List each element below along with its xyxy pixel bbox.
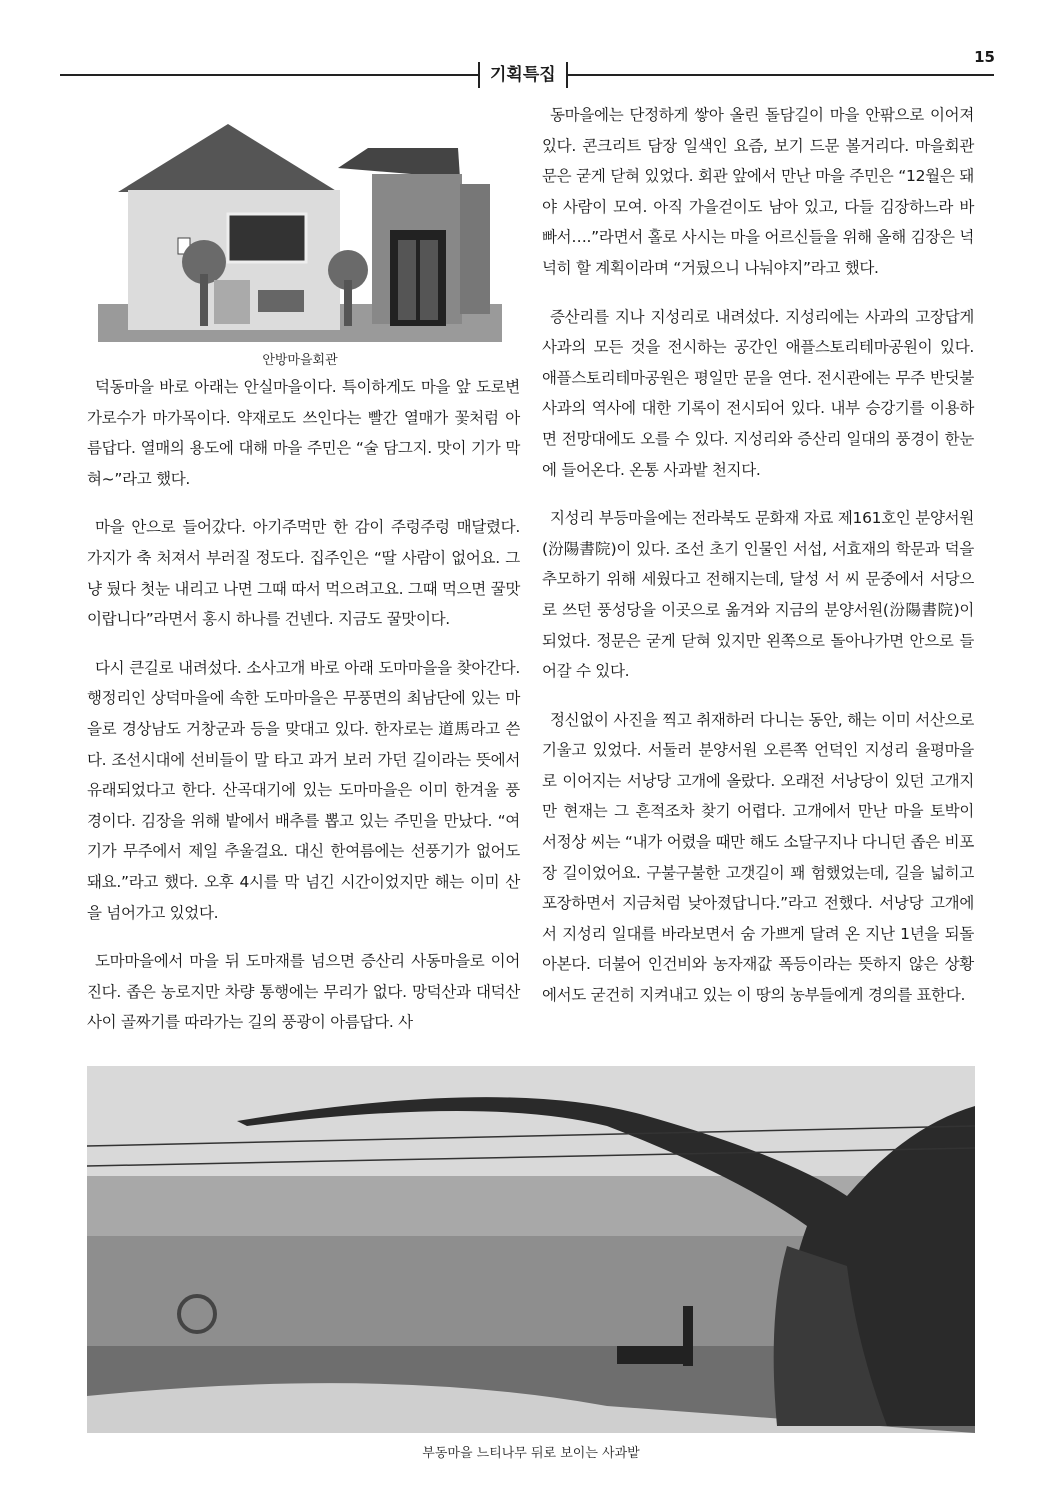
zelkova-orchard-illustration — [87, 1066, 975, 1433]
zelkova-tree-caption: 부동마을 느티나무 뒤로 보이는 사과밭 — [422, 1446, 640, 1461]
village-hall-caption: 안방마을회관 — [262, 353, 338, 368]
paragraph: 증산리를 지나 지성리로 내려섰다. 지성리에는 사과의 고장답게 사과의 모든 것을 전시하는 공간인 애플스토리테마공원이 있다. 애플스토리테마공원은 평일만 문을 연다. 전시관에는 무주 반딧불 사과의 역사에 대한 기록이 전시되어 있다. 내부 승강기를 이용하면 전망대에도 오를 수 있다. 지성리와 증산리 일대의 풍경이 한눈에 들어온다. 온통 사과밭 천지다. — [542, 307, 974, 479]
article-right-column — [542, 100, 974, 1029]
paragraph: 정신없이 사진을 찍고 취재하러 다니는 동안, 해는 이미 서산으로 기울고 있었다. 서둘러 분양서원 오른쪽 언덕인 지성리 율평마을로 이어지는 서낭당 고개에 올랐다. 오래전 서낭당이 있던 고개지만 현재는 그 흔적조차 찾기 어렵다. 고개에서 만난 마을 토박이 서정상 씨는 “내가 어렸을 때만 해도 소달구지나 다니던 좁은 비포장 길이었어요. 구불구불한 고갯길이 꽤 험했었는데, 길을 넓히고 포장하면서 지금처럼 낮아졌답니다.”라고 전했다. 서낭당 고개에서 지성리 일대를 바라보면서 숨 가쁘게 달려 온 지난 1년을 되돌아본다. 더불어 인건비와 농자재값 폭등이라는 뜻하지 않은 상황에서도 굳건히 지켜내고 있는 이 땅의 농부들에게 경의를 표한다. — [542, 710, 974, 1005]
paragraph: 다시 큰길로 내려섰다. 소사고개 바로 아래 도마마을을 찾아간다. 행정리인 상덕마을에 속한 도마마을은 무풍면의 최남단에 있는 마을로 경상남도 거창군과 등을 맞대고 있다. 한자로는 道馬라고 쓴다. 조선시대에 선비들이 말 타고 과거 보러 가던 길이라는 뜻에서 유래되었다고 한다. 산곡대기에 있는 도마마을은 이미 한겨울 풍경이다. 김장을 위해 밭에서 배추를 뽑고 있는 주민을 만났다. “여기가 무주에서 제일 추울걸요. 대신 한여름에는 선풍기가 없어도 돼요.”라고 했다. 오후 4시를 막 넘긴 시간이었지만 해는 이미 산을 넘어가고 있었다. — [87, 658, 520, 922]
section-title: 기획특집 — [478, 62, 568, 88]
village-hall-photo — [98, 104, 502, 342]
paragraph: 도마마을에서 마을 뒤 도마재를 넘으면 증산리 사동마을로 이어진다. 좁은 농로지만 차량 통행에는 무리가 없다. 망덕산과 대덕산 사이 골짜기를 따라가는 길의 풍광이 아름답다. 사 — [87, 952, 520, 1032]
paragraph: 마을 안으로 들어갔다. 아기주먹만 한 감이 주렁주렁 매달렸다. 가지가 축 처져서 부러질 정도다. 집주인은 “딸 사람이 없어요. 그냥 뒀다 첫눈 내리고 나면 그때 따서 먹으려고요. 그때 먹으면 꿀맛이랍니다”라면서 홍시 하나를 건넨다. 지금도 꿀맛이다. — [87, 518, 520, 629]
zelkova-tree-photo — [87, 1066, 975, 1433]
paragraph: 덕동마을 바로 아래는 안실마을이다. 특이하게도 마을 앞 도로변 가로수가 마가목이다. 약재로도 쓰인다는 빨간 열매가 꽃처럼 아름답다. 열매의 용도에 대해 마을 주민은 “술 담그지. 맛이 기가 막혀~”라고 했다. — [87, 378, 520, 488]
paragraph: 지성리 부등마을에는 전라북도 문화재 자료 제161호인 분양서원(汾陽書院)이 있다. 조선 초기 인물인 서섭, 서효재의 학문과 덕을 추모하기 위해 세웠다고 전해지는데, 달성 서 씨 문중에서 서당으로 쓰던 풍성당을 이곳으로 옮겨와 지금의 분양서원(汾陽書院)이 되었다. 정문은 굳게 닫혀 있지만 왼쪽으로 돌아나가면 안으로 들어갈 수 있다. — [542, 509, 974, 681]
village-hall-illustration — [98, 104, 502, 342]
page-number: 15 — [974, 48, 995, 66]
article-left-column — [87, 372, 520, 1056]
paragraph: 동마을에는 단정하게 쌓아 올린 돌담길이 마을 안팎으로 이어져 있다. 콘크리트 담장 일색인 요즘, 보기 드문 볼거리다. 마을회관 문은 굳게 닫혀 있었다. 회관 앞에서 만난 마을 주민은 “12월은 돼야 사람이 모여. 아직 가을걷이도 남아 있고, 다들 김장하느라 바빠서….”라면서 홀로 사시는 마을 어르신들을 위해 올해 김장은 넉넉히 할 계획이라며 “거뒀으니 나눠야지”라고 했다. — [542, 106, 974, 277]
